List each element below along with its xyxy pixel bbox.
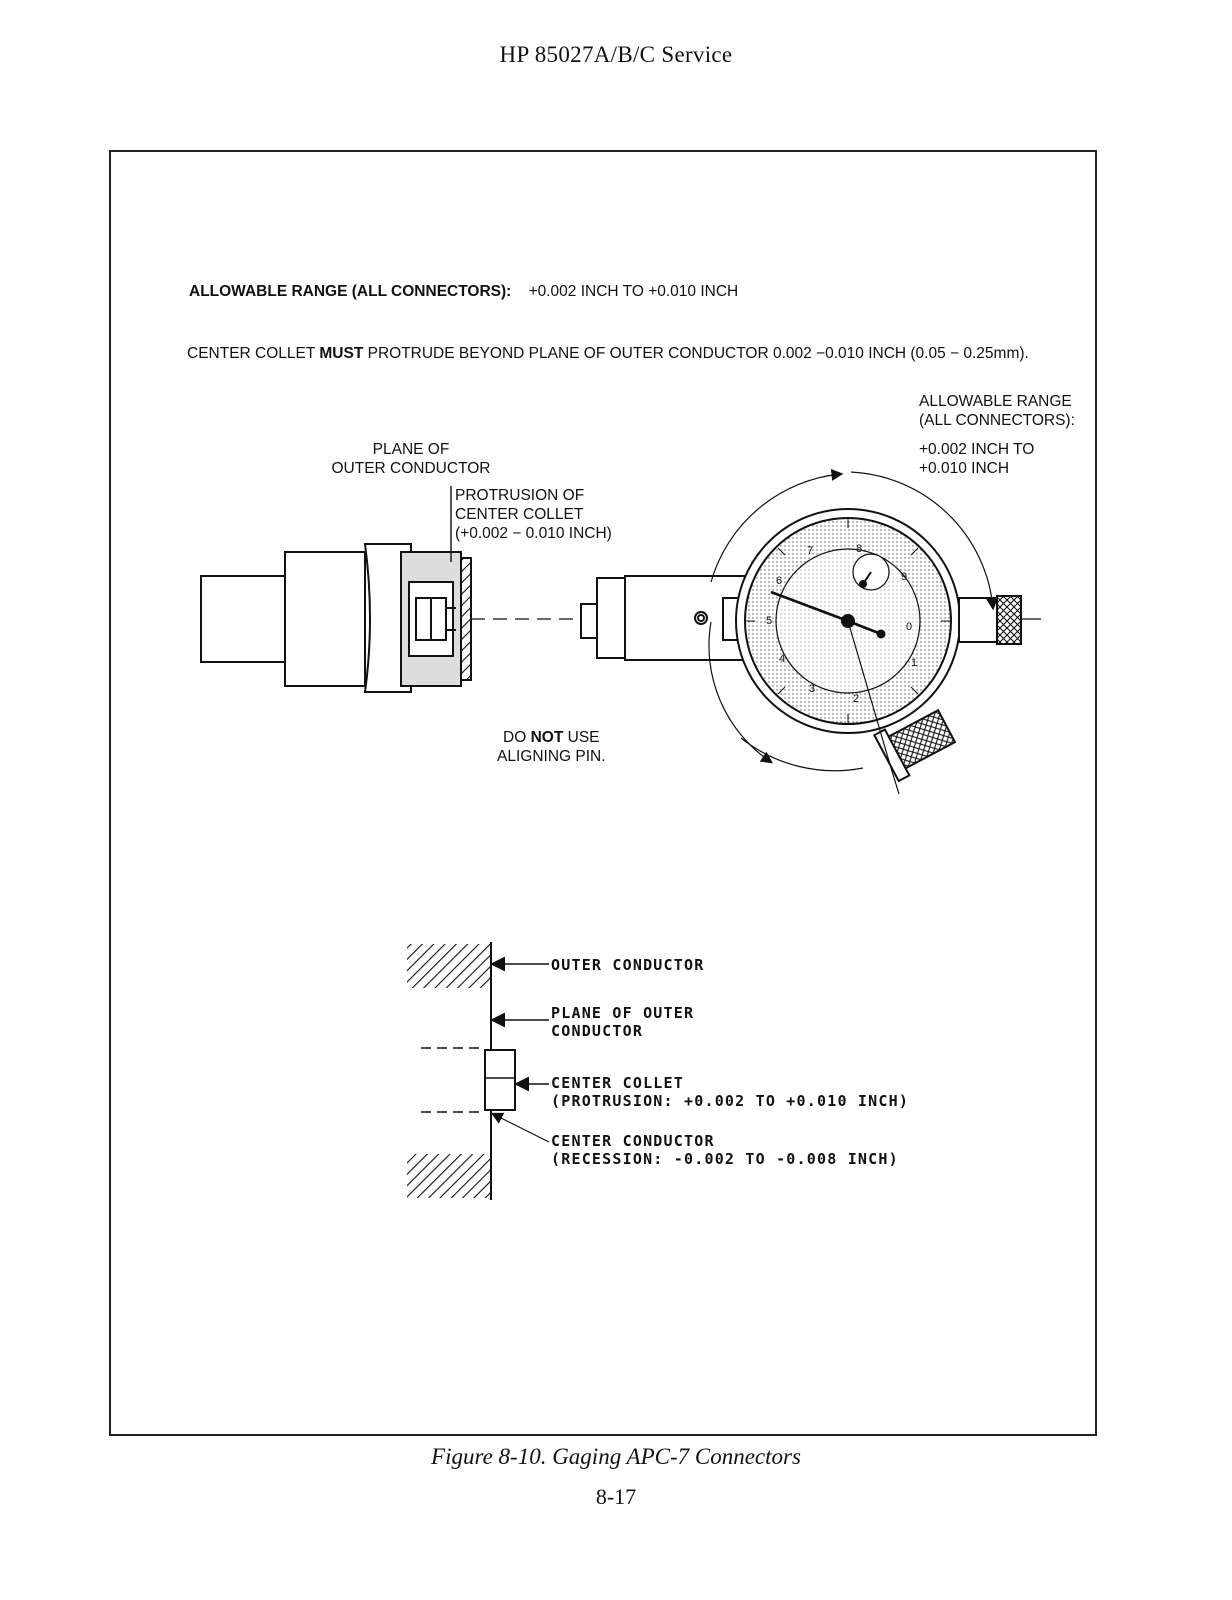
dial-number-3: 3 (809, 683, 816, 695)
dial-number-2: 2 (853, 693, 860, 705)
figure-caption: Figure 8-10. Gaging APC-7 Connectors (431, 1444, 801, 1469)
allowable-range-label: ALLOWABLE RANGE (ALL CONNECTORS): (189, 283, 512, 300)
dial-number-0: 0 (906, 621, 913, 633)
dial-number-5: 5 (766, 615, 773, 627)
pin-note-line2: ALIGNING PIN. (497, 748, 606, 765)
connector-threads (461, 558, 471, 680)
cross-section-plane-label (551, 1004, 694, 1040)
cross-section-conductor-line1: CENTER CONDUCTOR (551, 1132, 715, 1150)
cross-section-collet-line2: (PROTRUSION: +0.002 TO +0.010 INCH) (551, 1092, 910, 1110)
dial-number-7: 7 (807, 545, 814, 557)
outer-conductor-hatch-top (407, 944, 491, 988)
center-collet-shape (485, 1050, 515, 1110)
gauge-right-stem (959, 598, 997, 642)
pin-note-prefix: DO (503, 729, 527, 746)
connector-cable-end (201, 576, 285, 662)
connector-gauge-drawing (111, 152, 1099, 1438)
pin-note-suffix: USE (567, 729, 600, 746)
collet-note-emphasis: MUST (319, 345, 364, 362)
dial-number-8: 8 (856, 543, 863, 555)
cross-section-outer-conductor-label: OUTER CONDUCTOR (551, 956, 705, 974)
figure-frame (109, 150, 1097, 1436)
page-header-title: HP 85027A/B/C Service (499, 42, 733, 67)
cross-section-conductor-line2: (RECESSION: -0.002 TO -0.008 INCH) (551, 1150, 899, 1168)
gauge-plunger-sleeve (597, 578, 627, 658)
gauge-callout-line1: ALLOWABLE RANGE (919, 393, 1072, 410)
protrusion-line1: PROTRUSION OF (455, 487, 585, 504)
gauge-callout-line2: (ALL CONNECTORS): (919, 412, 1075, 429)
cross-section-plane-line2: CONDUCTOR (551, 1022, 644, 1040)
cross-section-conductor-label (551, 1132, 899, 1168)
dial-number-4: 4 (779, 653, 786, 665)
apc7-connector (201, 544, 471, 692)
pin-note-emphasis: NOT (530, 729, 564, 746)
plane-label-line1: PLANE OF (372, 441, 450, 458)
outer-conductor-hatch-bottom (407, 1154, 491, 1198)
protrusion-line2: CENTER COLLET (455, 506, 584, 523)
cross-section-collet-label (551, 1074, 909, 1110)
cross-section-collet-line1: CENTER COLLET (551, 1074, 684, 1092)
connector-body (285, 552, 365, 686)
collet-note-suffix: PROTRUDE BEYOND PLANE OF OUTER CONDUCTOR 0.002 −0.010 INCH (0.05 − 0.25mm). (367, 345, 1029, 362)
dial-number-9: 9 (901, 571, 908, 583)
rotation-arc-lower (741, 738, 863, 771)
page-number: 8-17 (595, 1484, 637, 1509)
collet-note-prefix: CENTER COLLET (187, 345, 316, 362)
protrusion-line3: (+0.002 − 0.010 INCH) (455, 525, 612, 542)
allowable-range-value: +0.002 INCH TO +0.010 INCH (528, 283, 739, 300)
plane-label-line2: OUTER CONDUCTOR (331, 460, 491, 477)
gauge-callout-line3: +0.002 INCH TO (919, 441, 1035, 458)
dial-gauge (581, 509, 1021, 794)
gauge-callout-line4: +0.010 INCH (919, 460, 1010, 477)
dial-number-6: 6 (776, 575, 783, 587)
cross-section-plane-line1: PLANE OF OUTER (551, 1004, 695, 1022)
dial-number-1: 1 (911, 657, 918, 669)
gauge-right-knurl (997, 596, 1021, 644)
